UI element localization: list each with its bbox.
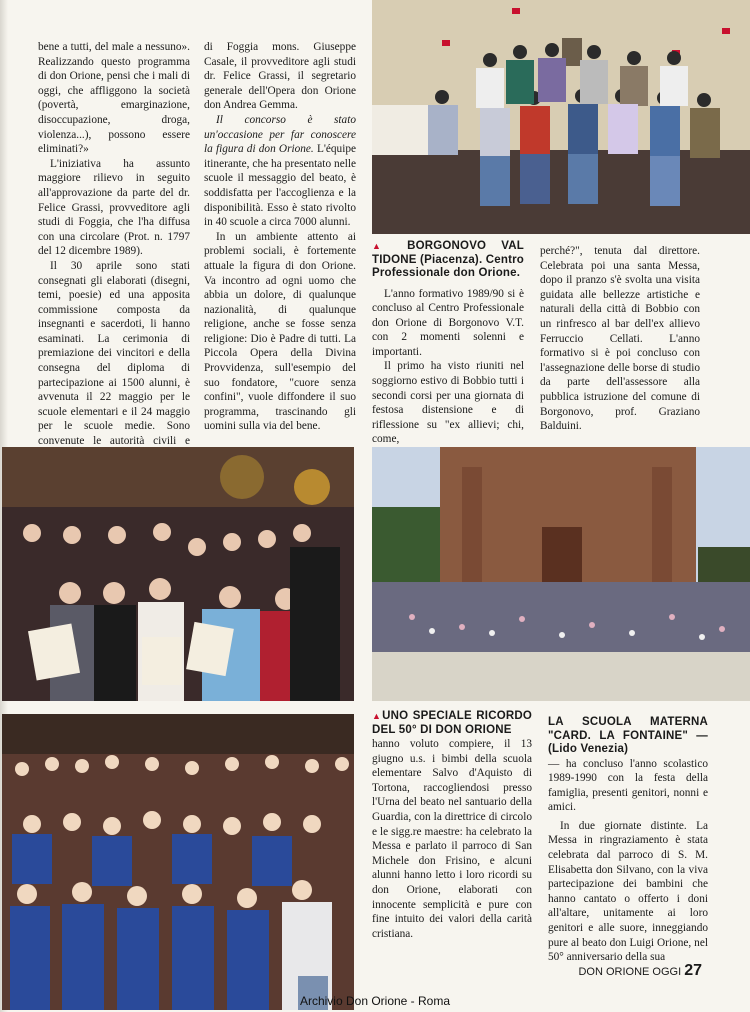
article-column-1 (38, 40, 190, 463)
paragraph: In due giornate distinte. La Messa in ringraziamento è stata celebrata dal parroco di S. M. Elisabetta don Silvano, con la viva partecipazione dei bambini che hanno cantato o offerto i doni all'altare, unitamente ai loro genitori e alle suore, inneggiando pure al beato don Luigi Orione, nel 50° anniversario della sua (548, 819, 708, 964)
paragraph-rest: L'équipe itinerante, che ha presentato nelle scuole il messaggio del beato, è soddisfatta per l'accoglienza e la disponibilità. Esso è stato rivolto in 40 scuole a circa 7000 alunni. (204, 143, 357, 229)
paragraph (204, 113, 356, 230)
triangle-marker-icon: ▲ (372, 241, 408, 251)
photo-church-group (372, 447, 750, 701)
page-number: 27 (684, 962, 702, 979)
photo-children-school (2, 714, 354, 1010)
paragraph: L'iniziativa ha assunto maggiore rilievo in seguito all'approvazione da parte del dr. Felice Grassi, provveditore agli studi di Foggia, che l'ha diffusa con una circolare (Prot. n. 1797 del 12 dicembre 1989). (38, 157, 190, 258)
magazine-name: DON ORIONE OGGI (578, 966, 682, 978)
borgonovo-heading: ▲ BORGONOVO VAL TIDONE (Piacenza). Centro Professionale don Orione. (372, 240, 524, 279)
paragraph: di Foggia mons. Giuseppe Casale, il provveditore agli studi dr. Felice Grassi, il segretario generale dell'Opera don Orione don Andrea Gemma. (204, 41, 356, 112)
paragraph: perché?", tenuta dal direttore. Celebrata poi una santa Messa, dopo il pranzo s'è svolta una visita guidata alle bellezze artistiche e naturali della città di Bobbio con un rinfresco al bar dell'ex allievo Ferruccio Cellati. L'anno formativo si è poi concluso con l'assegnazione delle borse di studio da parte dell'assessore alla pubblica istruzione del comune di Borgonovo, prof. Graziano Balduini. (540, 245, 700, 433)
ricordo-column (372, 710, 532, 941)
paragraph: Il 30 aprile sono stati consegnati gli elaborati (disegni, temi, poesie) ed una apposita commissione composta da insegnanti e sacerdoti, li hanno esaminati. La cerimonia di premiazione dei vincitori e della consegna del diploma di partecipazione ai 1500 alunni, è avvenuta il 22 maggio per le scuole elementari e il 24 maggio per le scuole medie. Sono convenute le autorità civili e (38, 259, 190, 448)
photo-clergy-teachers (2, 447, 354, 701)
photo-borgonovo-group (372, 0, 750, 234)
italic-lead: Il concorso è stato un'occasione per far conoscere la figura di don Orione. (204, 113, 356, 156)
paragraph: Il primo ha visto riuniti nel soggiorno estivo di Bobbio tutti i secondi corsi per una giornata di festosa distensione e di riflessione su "ex allievi; chi, come, (372, 360, 524, 446)
triangle-marker-icon: ▲ (372, 711, 383, 721)
paragraph: In un ambiente attento ai problemi sociali, è fortemente attuale la figura di don Orione. Va incontro ad ogni uomo che abbia un dolore, di qualunque nazionalità, di qualunque religione, anche se fosse senza religione: Dio è Padre di tutti. La Piccola Opera della Divina Provvidenza, sull'esempio del suo fondatore, "cuore senza confini", vuole diffondere il suo programma, trascinando gli uomini sulla via del bene. (204, 230, 356, 433)
paragraph: hanno voluto compiere, il 13 giugno u.s. i bimbi della scuola elementare Salvo d'Aquisto di Tortona, raccogliendosi presso l'Urna del beato nel santuario della Guardia, con la direttrice di circolo e le sigg.re maestre: ha celebrato la Messa e parlato il parroco di San Michele don Frisino, e alcuni alunni hanno letto i loro ricordi su don Orione, elaborati con innocente semplicità e pure con fine intuito dei valori della carità cristiana. (372, 738, 532, 940)
fontaine-heading: LA SCUOLA MATERNA "CARD. LA FONTAINE" — (Lido Venezia) (548, 716, 708, 755)
page-footer (578, 962, 702, 980)
borgonovo-column-1 (372, 240, 524, 447)
borgonovo-column-2 (540, 244, 700, 434)
paragraph: L'anno formativo 1989/90 si è concluso al Centro Professionale don Orione di Borgonovo V.T. con 2 momenti solenni e importanti. (372, 287, 524, 358)
fontaine-column (548, 716, 708, 965)
paragraph: bene a tutti, del male a nessuno». Realizzando questo programma di don Orione, pensi che i mali di oggi, che affliggono la società (povertà, emarginazione, disoccupazione, droga, violenza...), possono essere eliminati?» (38, 41, 190, 156)
article-column-2 (204, 40, 356, 434)
archive-watermark: Archivio Don Orione - Roma (299, 994, 451, 1008)
ricordo-heading: ▲UNO SPECIALE RICORDO DEL 50° DI DON ORIONE (372, 710, 533, 736)
paragraph: — ha concluso l'anno scolastico 1989-1990 con la festa della famiglia, presenti genitori, nonni e amici. (548, 757, 708, 814)
